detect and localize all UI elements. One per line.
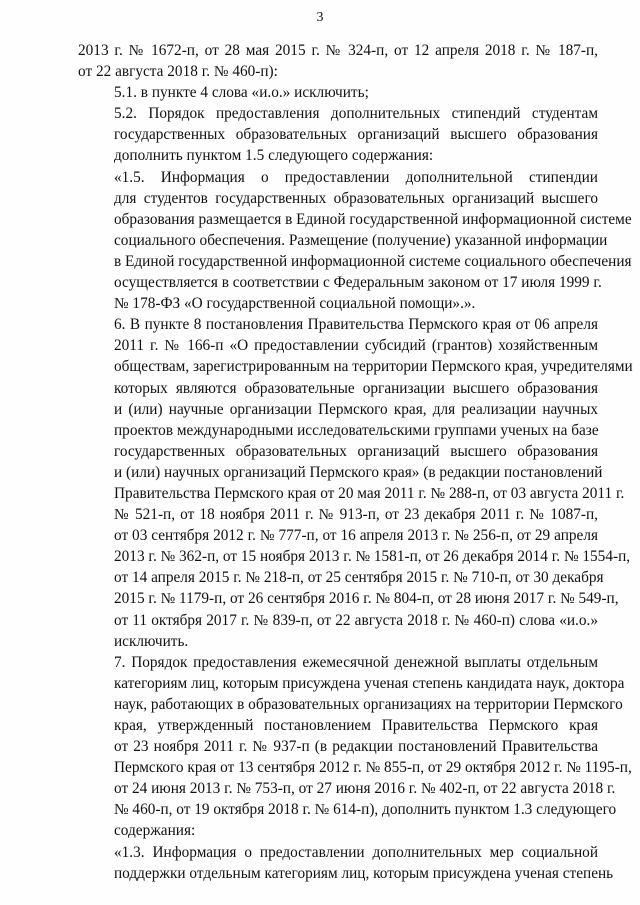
text-line: 6. В пункте 8 постановления Правительства Пермского края от 06 апреля	[114, 316, 598, 334]
page-number: 3	[316, 10, 324, 25]
text-line: 2015 г. № 1179-п, от 26 сентября 2016 г. № 804-п, от 28 июня 2017 г. № 549-п,	[114, 590, 619, 608]
text-line: которых являются образовательные организации высшего образования	[114, 379, 598, 397]
text-line: края, утвержденный постановлением Правительства Пермского края	[114, 717, 598, 734]
text-line: поддержки отдельным категориям лиц, которым присуждена ученая степень	[114, 864, 614, 882]
paragraph-item-6	[78, 314, 633, 652]
text-line: социального обеспечения. Размещение (получение) указанной информации	[114, 231, 608, 249]
document-body	[78, 40, 633, 884]
text-line: от 11 октября 2017 г. № 839-п, от 22 августа 2018 г. № 460-п) слова «и.о.»	[114, 611, 598, 629]
text-line: и (или) научные организации Пермского края, для реализации научных	[114, 400, 598, 418]
text-line: № 521-п, от 18 ноября 2011 г. № 913-п, от 23 декабря 2011 г. № 1087-п,	[114, 506, 598, 524]
text-line: государственных образовательных организаций высшего образования	[114, 126, 598, 144]
text-line: 7. Порядок предоставления ежемесячной денежной выплаты отдельным	[114, 653, 598, 671]
text-line: образования размещается в Единой государственной информационной системе	[114, 210, 632, 228]
text-line: № 178-ФЗ «О государственной социальной помощи».».	[114, 295, 476, 313]
text-line: и (или) научных организаций Пермского края» (в редакции постановлений	[114, 463, 603, 481]
text-line: дополнить пунктом 1.5 следующего содержания:	[114, 147, 434, 165]
text-line: наук, работающих в образовательных организациях на территории Пермского	[114, 695, 623, 713]
text-line: от 03 сентября 2012 г. № 777-п, от 16 апреля 2013 г. № 256-п, от 29 апреля	[114, 527, 598, 545]
text-line: от 23 ноября 2011 г. № 937-п (в редакции постановлений Правительства	[114, 738, 598, 756]
text-line: 5.2. Порядок предоставления дополнительных стипендий студентам	[114, 105, 598, 123]
text-line: содержания:	[114, 822, 196, 840]
text-line: 2013 г. № 1672-п, от 28 мая 2015 г. № 324-п, от 12 апреля 2018 г. № 187-п,	[78, 42, 598, 59]
paragraph-item-7	[78, 652, 632, 842]
paragraph-continuation	[78, 40, 598, 82]
paragraph-quote-1-5	[78, 167, 632, 315]
text-line: категориям лиц, которым присуждена ученая степень кандидата наук, доктора	[114, 674, 625, 692]
paragraph-quote-1-3	[78, 842, 614, 884]
text-line: обществам, зарегистрированным на территории Пермского края, учредителями	[114, 358, 633, 376]
text-line: в Единой государственной информационной системе социального обеспечения	[114, 252, 632, 270]
text-line: Пермского края от 13 сентября 2012 г. № 855-п, от 29 октября 2012 г. № 1195-п,	[114, 759, 632, 777]
text-line: Правительства Пермского края от 20 мая 2011 г. № 288-п, от 03 августа 2011 г.	[114, 484, 625, 502]
paragraph-item-5-2	[78, 103, 598, 166]
text-line: осуществляется в соответствии с Федеральным законом от 17 июля 1999 г.	[114, 274, 602, 292]
text-line: «1.5. Информация о предоставлении дополнительной стипендии	[114, 168, 598, 186]
text-line: от 14 апреля 2015 г. № 218-п, от 25 сентября 2015 г. № 710-п, от 30 декабря	[114, 569, 604, 587]
text-line: № 460-п, от 19 октября 2018 г. № 614-п), дополнить пунктом 1.3 следующего	[114, 801, 617, 819]
text-line: исключить.	[114, 632, 189, 650]
text-line: от 24 июня 2013 г. № 753-п, от 27 июня 2016 г. № 402-п, от 22 августа 2018 г.	[114, 780, 616, 798]
text-line: от 22 августа 2018 г. № 460-п):	[78, 63, 278, 81]
text-line: государственных образовательных организаций высшего образования	[114, 442, 598, 460]
text-line: 5.1. в пункте 4 слова «и.о.» исключить;	[114, 84, 369, 102]
text-line: проектов международными исследовательскими группами ученых на базе	[114, 421, 599, 439]
text-line: для студентов государственных образовательных организаций высшего	[114, 189, 598, 207]
text-line: «1.3. Информация о предоставлении дополнительных мер социальной	[114, 843, 598, 861]
text-line: 2011 г. № 166-п «О предоставлении субсидий (грантов) хозяйственным	[114, 337, 598, 355]
paragraph-item-5-1	[78, 82, 598, 103]
text-line: 2013 г. № 362-п, от 15 ноября 2013 г. № 1581-п, от 26 декабря 2014 г. № 1554-п,	[114, 548, 631, 566]
